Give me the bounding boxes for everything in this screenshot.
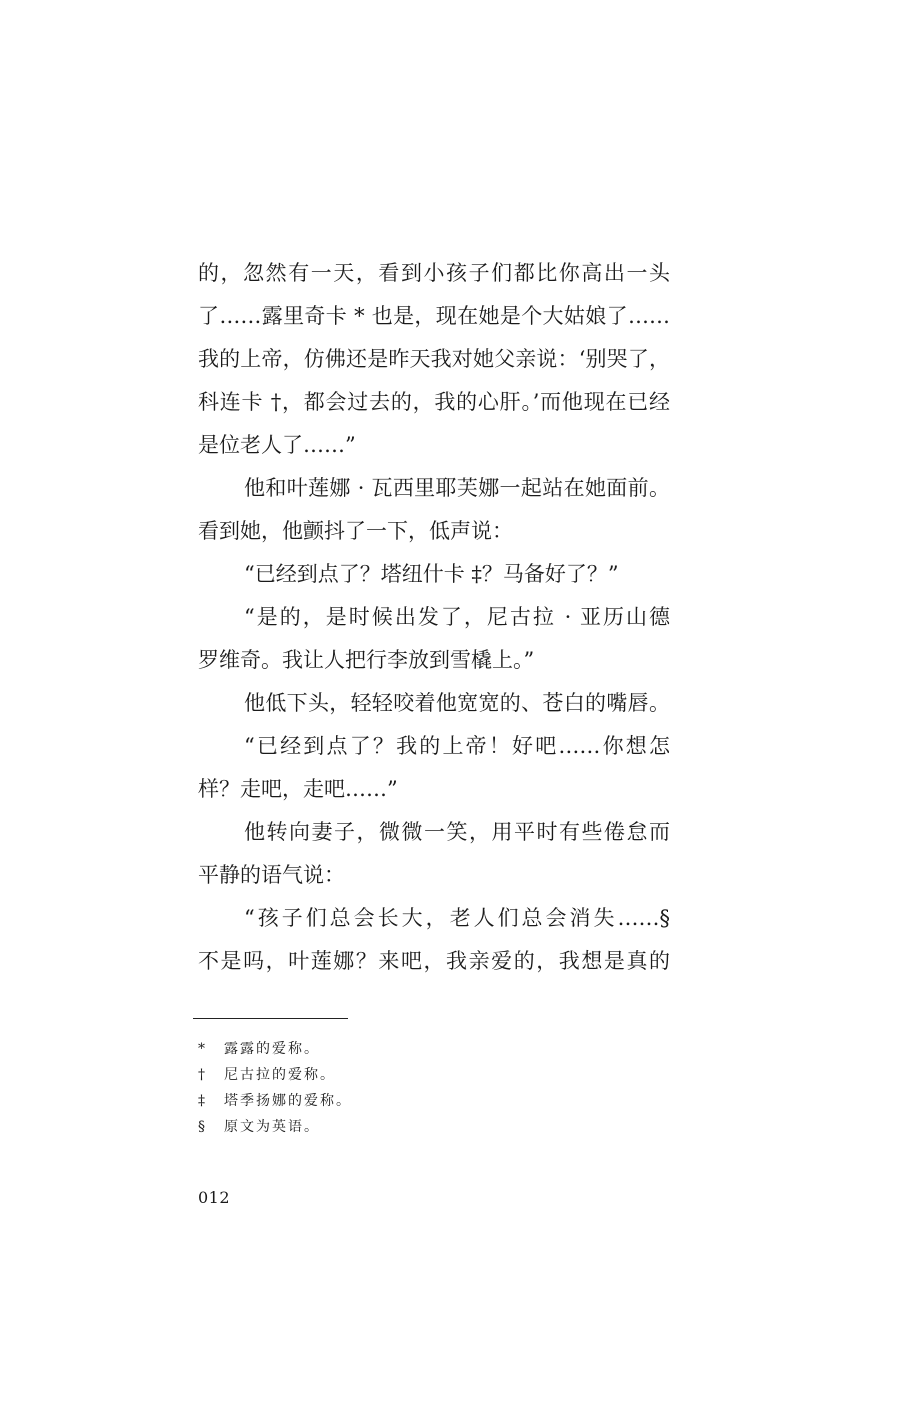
text-line: 他和叶莲娜 · 瓦西里耶芙娜一起站在她面前。: [244, 476, 670, 500]
text-line: 看到她，他颤抖了一下，低声说：: [198, 519, 513, 543]
footnote-mark: ‡: [198, 1093, 205, 1109]
text-line: 了……露里奇卡 * 也是，现在她是个大姑娘了……: [198, 304, 670, 328]
text-line: 科连卡 †，都会过去的，我的心肝。’而他现在已经: [198, 390, 670, 414]
footnote-text: 原文为英语。: [224, 1119, 320, 1135]
text-line: 不是吗，叶莲娜？来吧，我亲爱的，我想是真的: [198, 949, 670, 973]
text-line: 平静的语气说：: [198, 863, 345, 887]
footnote: [198, 1114, 352, 1140]
page-number: 012: [198, 1188, 231, 1207]
footnote-mark: §: [198, 1119, 205, 1135]
footnote-mark: †: [198, 1067, 205, 1083]
text-line: 是位老人了……”: [198, 433, 356, 457]
text-line: 我的上帝，仿佛还是昨天我对她父亲说：‘别哭了，: [198, 347, 670, 371]
text-line: 样？走吧，走吧……”: [198, 777, 398, 801]
text-line: “已经到点了？塔纽什卡 ‡？马备好了？”: [244, 562, 619, 586]
text-line: 他低下头，轻轻咬着他宽宽的、苍白的嘴唇。: [244, 691, 670, 715]
body-text: [198, 252, 670, 983]
text-line: “孩子们总会长大，老人们总会消失……§: [244, 906, 670, 930]
text-line: “已经到点了？我的上帝！好吧……你想怎: [244, 734, 670, 758]
text-line: 罗维奇。我让人把行李放到雪橇上。”: [198, 648, 535, 672]
text-line: “是的，是时候出发了，尼古拉 · 亚历山德: [244, 605, 670, 629]
footnote-text: 尼古拉的爱称。: [224, 1067, 336, 1083]
footnotes: [198, 1036, 352, 1140]
footnote-mark: *: [198, 1041, 205, 1057]
text-line: 他转向妻子，微微一笑，用平时有些倦怠而: [244, 820, 670, 844]
footnote: [198, 1036, 352, 1062]
footnote: [198, 1062, 352, 1088]
footnote-divider: [193, 1018, 348, 1019]
footnote-text: 露露的爱称。: [224, 1041, 320, 1057]
footnote: [198, 1088, 352, 1114]
footnote-text: 塔季扬娜的爱称。: [224, 1093, 352, 1109]
text-line: 的，忽然有一天，看到小孩子们都比你高出一头: [198, 261, 670, 285]
